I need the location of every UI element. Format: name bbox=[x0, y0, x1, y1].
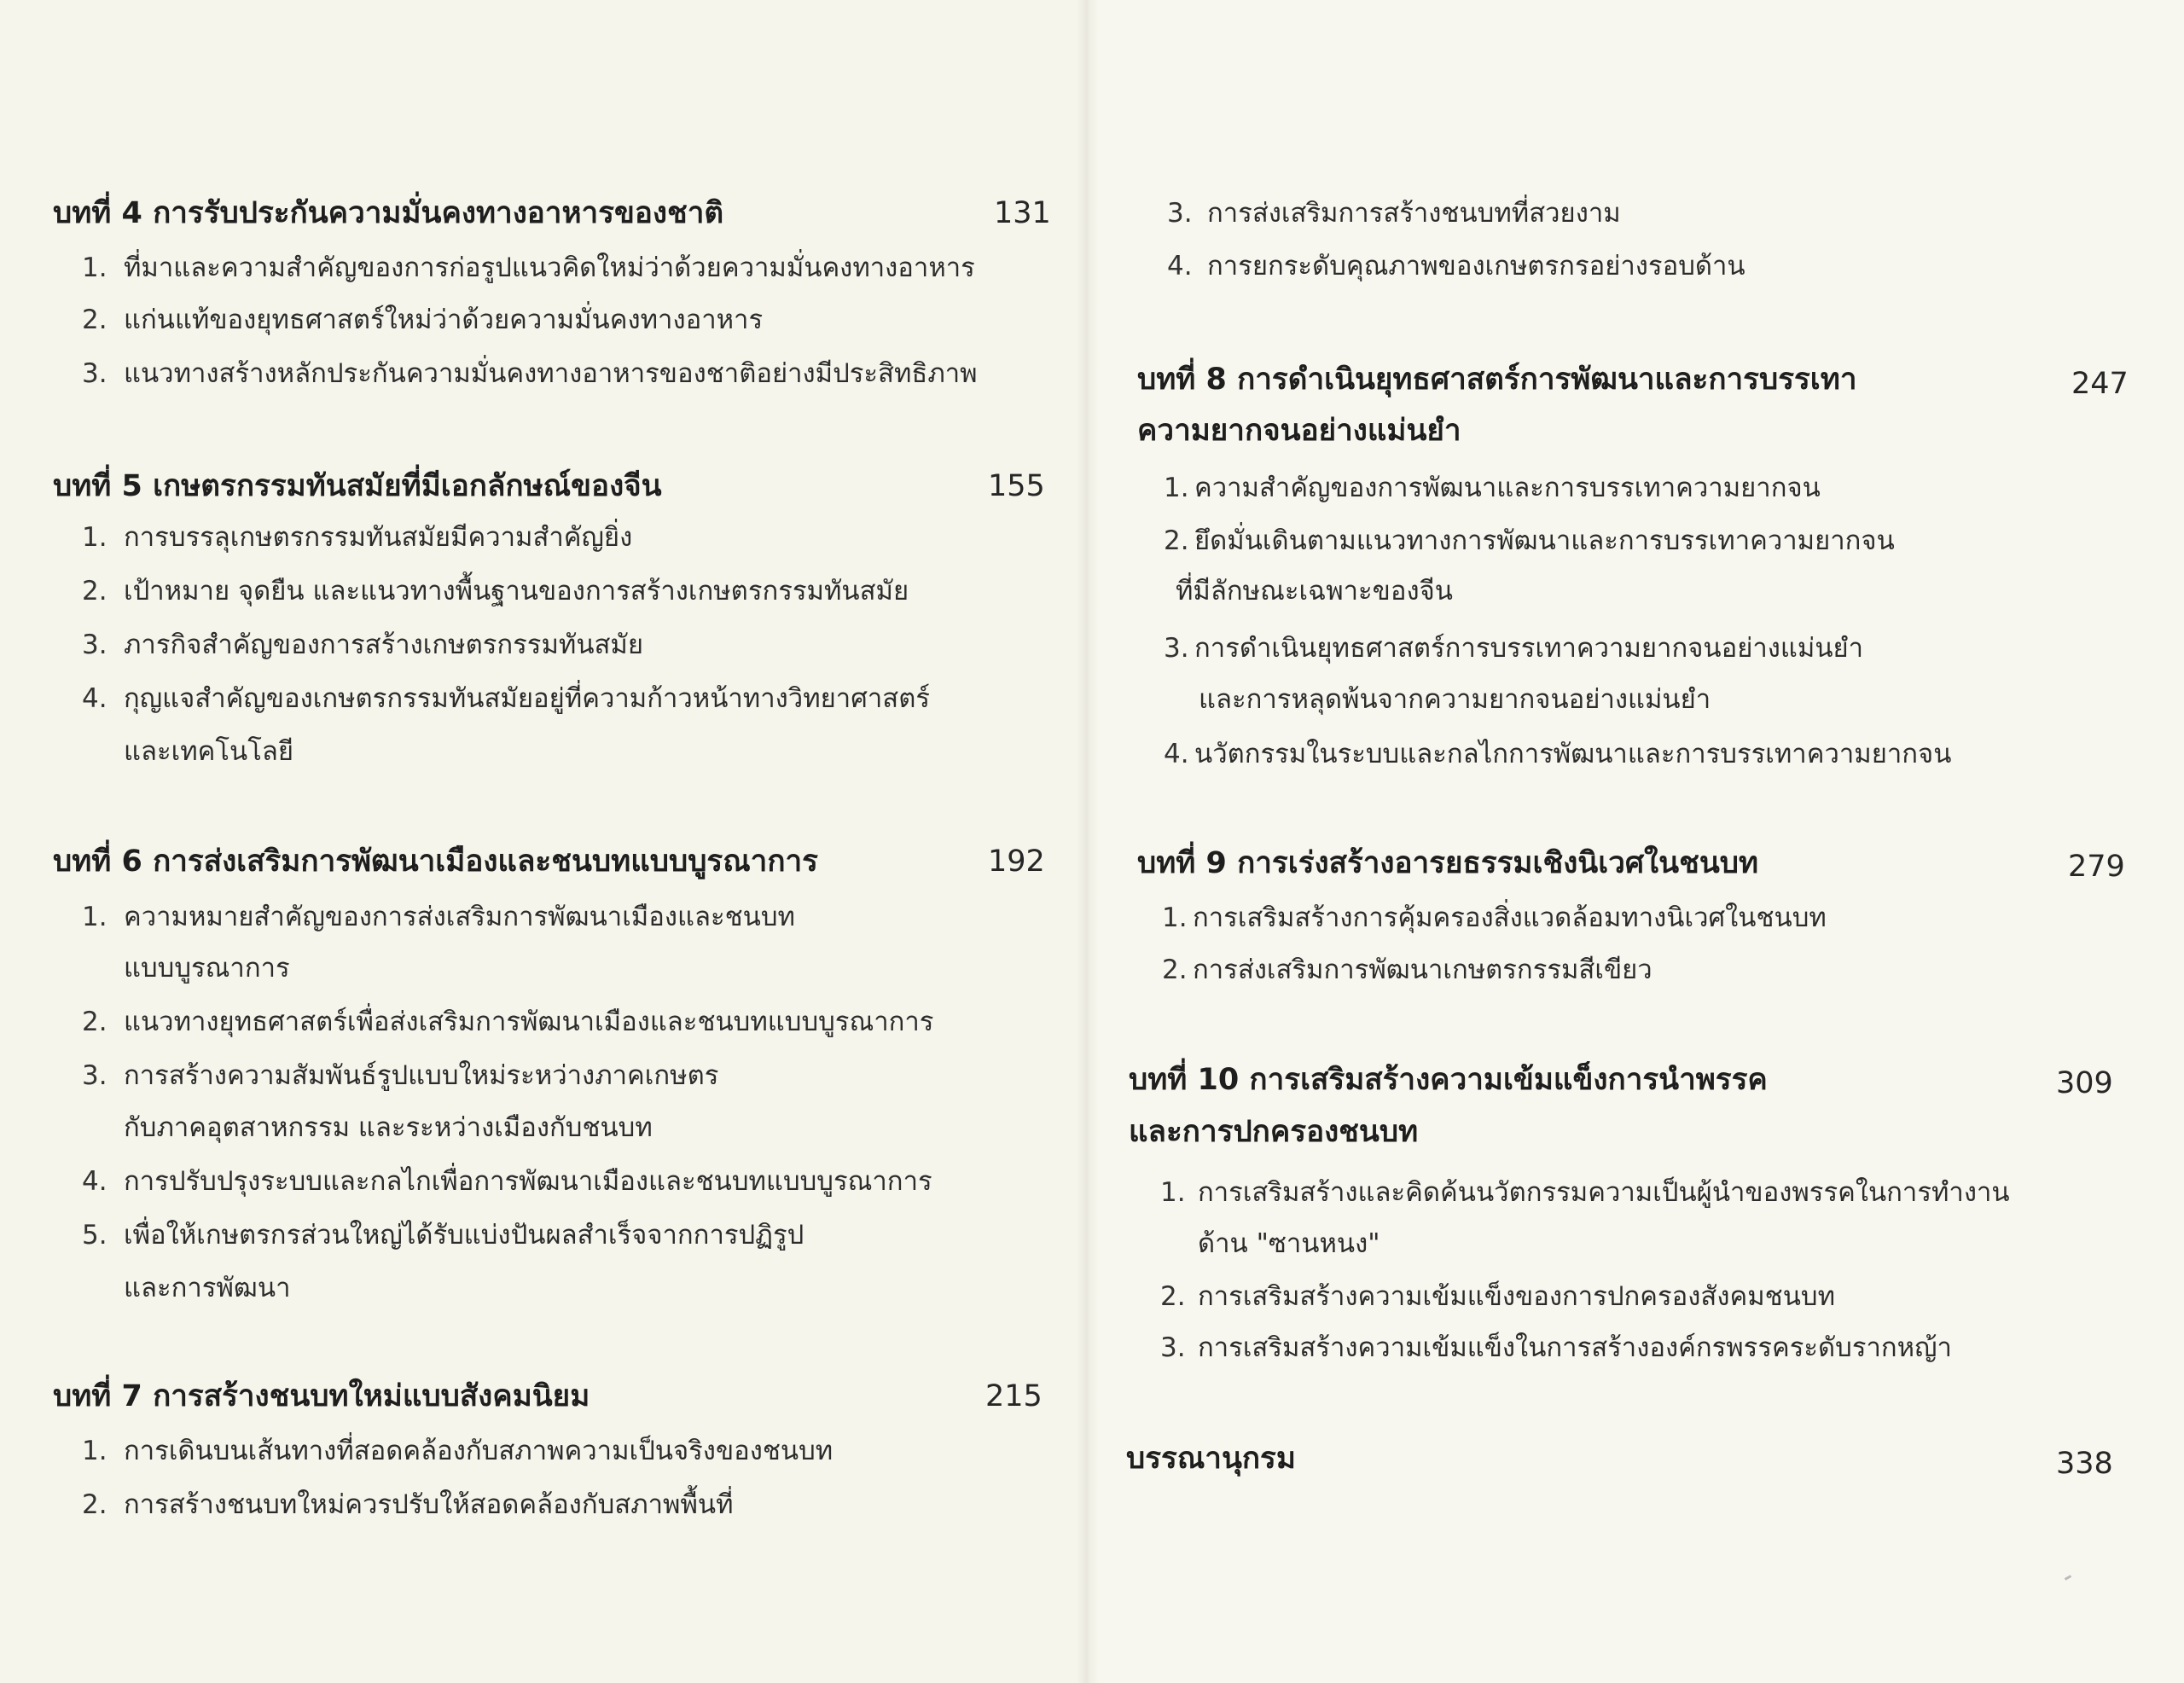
bibliography-page: 338 bbox=[2056, 1447, 2113, 1481]
ch9-item-1-num: 1. bbox=[1162, 902, 1188, 933]
ch10-item-2-text: การเสริมสร้างความเข้มแข็งของการปกครองสังคมชนบท bbox=[1198, 1281, 1835, 1312]
ch5-item-1-num: 1. bbox=[82, 522, 107, 553]
chapter-8-title-line2: ความยากจนอย่างแม่นยำ bbox=[1137, 414, 1461, 448]
ch6-item-3-num: 3. bbox=[82, 1060, 107, 1091]
ch10-item-3-text: การเสริมสร้างความเข้มแข็งในการสร้างองค์กรพรรคระดับรากหญ้า bbox=[1198, 1332, 1952, 1363]
chapter-9-title: บทที่ 9 การเร่งสร้างอารยธรรมเชิงนิเวศในชนบท bbox=[1137, 846, 1759, 880]
ch4-item-2-num: 2. bbox=[82, 305, 107, 335]
ch9-item-1-text: การเสริมสร้างการคุ้มครองสิ่งแวดล้อมทางนิเวศในชนบท bbox=[1193, 902, 1827, 933]
ch5-item-2-num: 2. bbox=[82, 576, 107, 606]
ch7-item-2-num: 2. bbox=[82, 1489, 107, 1520]
ch8-item-2-num: 2. bbox=[1164, 525, 1189, 556]
chapter-8-title: บทที่ 8 การดำเนินยุทธศาสตร์การพัฒนาและการบรรเทา bbox=[1137, 363, 1857, 397]
ch8-item-4-num: 4. bbox=[1164, 739, 1189, 769]
ch6-item-4-text: การปรับปรุงระบบและกลไกเพื่อการพัฒนาเมืองและชนบทแบบบูรณาการ bbox=[124, 1166, 932, 1197]
ch5-item-3-num: 3. bbox=[82, 630, 107, 660]
ch4-item-1-text: ที่มาและความสำคัญของการก่อรูปแนวคิดใหม่ว่าด้วยความมั่นคงทางอาหาร bbox=[124, 252, 975, 283]
chapter-6-title: บทที่ 6 การส่งเสริมการพัฒนาเมืองและชนบทแบบบูรณาการ bbox=[53, 844, 818, 879]
ch10-item-1-num: 1. bbox=[1160, 1177, 1186, 1208]
chapter-4-page: 131 bbox=[994, 196, 1051, 230]
ch7-item-3-text: การส่งเสริมการสร้างชนบทที่สวยงาม bbox=[1207, 198, 1621, 229]
chapter-10-title-line2: และการปกครองชนบท bbox=[1129, 1115, 1419, 1149]
ch7-item-1-num: 1. bbox=[82, 1436, 107, 1466]
chapter-7-page: 215 bbox=[985, 1379, 1043, 1413]
chapter-6-page: 192 bbox=[988, 844, 1045, 879]
chapter-10-title: บทที่ 10 การเสริมสร้างความเข้มแข็งการนำพรรค bbox=[1129, 1063, 1768, 1097]
ch8-item-2-text-line2: ที่มีลักษณะเฉพาะของจีน bbox=[1176, 576, 1453, 606]
ch8-item-1-text: ความสำคัญของการพัฒนาและการบรรเทาความยากจน bbox=[1194, 473, 1821, 503]
ch6-item-5-num: 5. bbox=[82, 1220, 107, 1251]
ch5-item-3-text: ภารกิจสำคัญของการสร้างเกษตรกรรมทันสมัย bbox=[124, 630, 644, 660]
chapter-10-page: 309 bbox=[2056, 1066, 2113, 1100]
ch7-item-1-text: การเดินบนเส้นทางที่สอดคล้องกับสภาพความเป็นจริงของชนบท bbox=[124, 1436, 834, 1466]
book-gutter bbox=[1077, 0, 1099, 1683]
ch7-item-4-text: การยกระดับคุณภาพของเกษตรกรอย่างรอบด้าน bbox=[1207, 251, 1745, 281]
ch6-item-2-text: แนวทางยุทธศาสตร์เพื่อส่งเสริมการพัฒนาเมืองและชนบทแบบบูรณาการ bbox=[124, 1007, 934, 1037]
ch10-item-2-num: 2. bbox=[1160, 1281, 1186, 1312]
ch6-item-1-text-line2: แบบบูรณาการ bbox=[124, 953, 290, 984]
ch4-item-2-text: แก่นแท้ของยุทธศาสตร์ใหม่ว่าด้วยความมั่นคงทางอาหาร bbox=[124, 305, 764, 335]
chapter-5-title: บทที่ 5 เกษตรกรรมทันสมัยที่มีเอกลักษณ์ของจีน bbox=[53, 469, 662, 503]
ch5-item-4-num: 4. bbox=[82, 683, 107, 714]
ch6-item-1-text: ความหมายสำคัญของการส่งเสริมการพัฒนาเมืองและชนบท bbox=[124, 902, 795, 932]
ch8-item-3-text-line2: และการหลุดพ้นจากความยากจนอย่างแม่นยำ bbox=[1199, 684, 1711, 715]
ch7-item-4-num: 4. bbox=[1167, 251, 1193, 281]
ch10-item-1-text-line2: ด้าน "ซานหนง" bbox=[1198, 1228, 1380, 1259]
ch7-item-2-text: การสร้างชนบทใหม่ควรปรับให้สอดคล้องกับสภาพพื้นที่ bbox=[124, 1489, 734, 1520]
ch6-item-2-num: 2. bbox=[82, 1007, 107, 1037]
chapter-4-title: บทที่ 4 การรับประกันความมั่นคงทางอาหารของชาติ bbox=[53, 196, 724, 230]
ch8-item-3-text: การดำเนินยุทธศาสตร์การบรรเทาความยากจนอย่างแม่นยำ bbox=[1194, 633, 1864, 664]
ch8-item-2-text: ยึดมั่นเดินตามแนวทางการพัฒนาและการบรรเทาความยากจน bbox=[1194, 525, 1895, 556]
ch6-item-4-num: 4. bbox=[82, 1166, 107, 1197]
ch4-item-1-num: 1. bbox=[82, 252, 107, 283]
ch8-item-1-num: 1. bbox=[1164, 473, 1189, 503]
bibliography-title: บรรณานุกรม bbox=[1126, 1442, 1296, 1476]
ch4-item-3-num: 3. bbox=[82, 358, 107, 389]
ch6-item-1-num: 1. bbox=[82, 902, 107, 932]
ch5-item-4-text-line2: และเทคโนโลยี bbox=[124, 736, 294, 767]
ch9-item-2-num: 2. bbox=[1162, 955, 1188, 985]
ch5-item-4-text: กุญแจสำคัญของเกษตรกรรมทันสมัยอยู่ที่ความก้าวหน้าทางวิทยาศาสตร์ bbox=[124, 683, 930, 714]
ch8-item-3-num: 3. bbox=[1164, 633, 1189, 664]
ch10-item-3-num: 3. bbox=[1160, 1332, 1186, 1363]
ch6-item-5-text-line2: และการพัฒนา bbox=[124, 1273, 291, 1303]
chapter-9-page: 279 bbox=[2068, 850, 2125, 884]
chapter-7-title: บทที่ 7 การสร้างชนบทใหม่แบบสังคมนิยม bbox=[53, 1379, 590, 1413]
ch10-item-1-text: การเสริมสร้างและคิดค้นนวัตกรรมความเป็นผู้นำของพรรคในการทำงาน bbox=[1198, 1177, 2010, 1208]
ch7-item-3-num: 3. bbox=[1167, 198, 1193, 229]
chapter-5-page: 155 bbox=[988, 469, 1045, 503]
ch5-item-1-text: การบรรลุเกษตรกรรมทันสมัยมีความสำคัญยิ่ง bbox=[124, 522, 633, 553]
ch6-item-5-text: เพื่อให้เกษตรกรส่วนใหญ่ได้รับแบ่งปันผลสำเร็จจากการปฏิรูป bbox=[124, 1220, 804, 1251]
ch8-item-4-text: นวัตกรรมในระบบและกลไกการพัฒนาและการบรรเทาความยากจน bbox=[1194, 739, 1952, 769]
ch5-item-2-text: เป้าหมาย จุดยืน และแนวทางพื้นฐานของการสร้างเกษตรกรรมทันสมัย bbox=[124, 576, 909, 606]
ch6-item-3-text-line2: กับภาคอุตสาหกรรม และระหว่างเมืองกับชนบท bbox=[124, 1112, 653, 1143]
ch6-item-3-text: การสร้างความสัมพันธ์รูปแบบใหม่ระหว่างภาคเกษตร bbox=[124, 1060, 719, 1091]
chapter-8-page: 247 bbox=[2071, 367, 2129, 401]
ch9-item-2-text: การส่งเสริมการพัฒนาเกษตรกรรมสีเขียว bbox=[1193, 955, 1653, 985]
ch4-item-3-text: แนวทางสร้างหลักประกันความมั่นคงทางอาหารของชาติอย่างมีประสิทธิภาพ bbox=[124, 358, 978, 389]
